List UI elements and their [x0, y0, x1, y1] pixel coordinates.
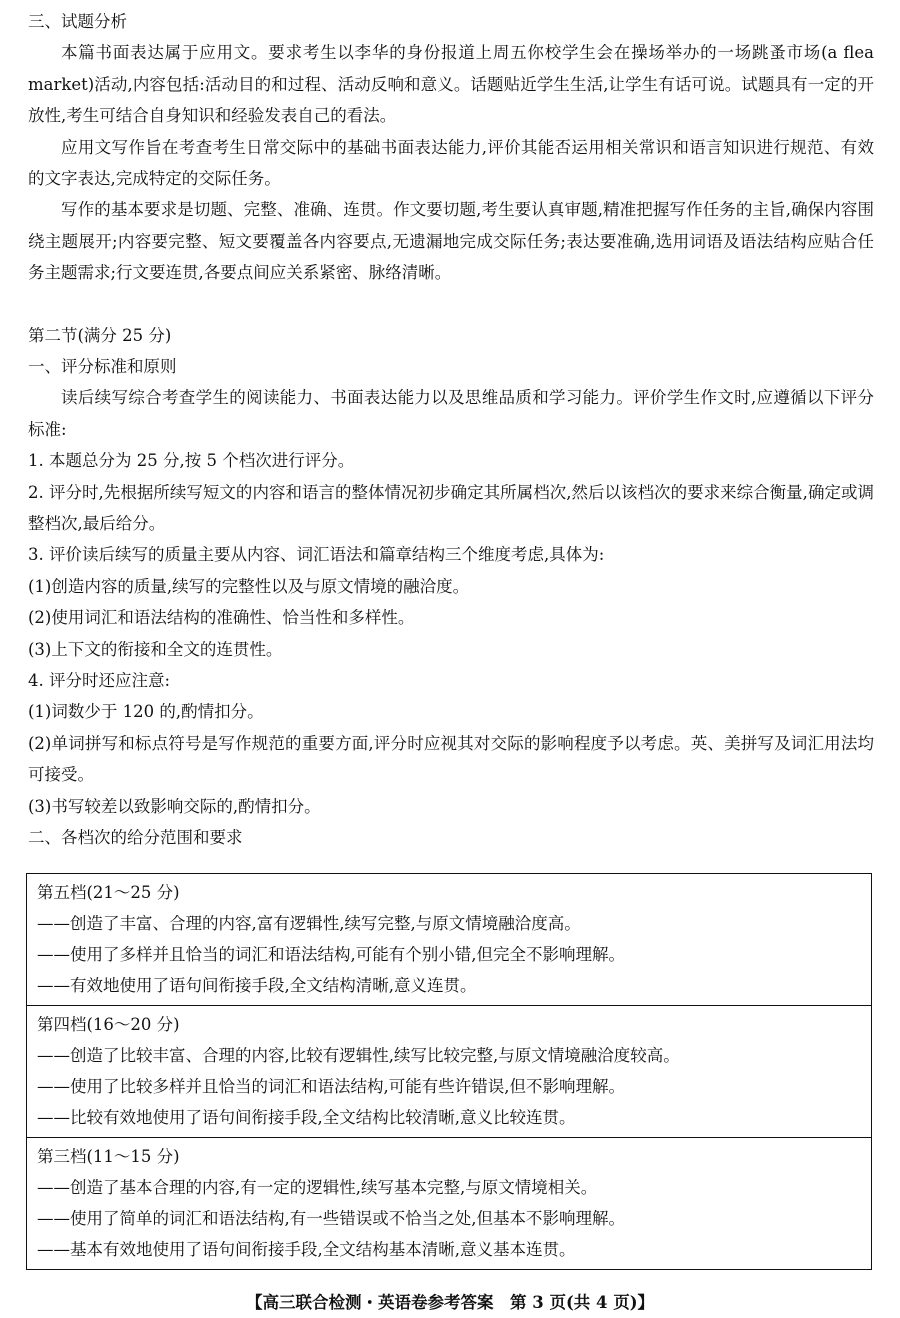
scoring-intro: 读后续写综合考查学生的阅读能力、书面表达能力以及思维品质和学习能力。评价学生作文时,应遵循以下评分标准: [28, 388, 874, 439]
subheading-scoring-principles: 一、评分标准和原则 [28, 357, 177, 377]
rule-item: 2. 评分时,先根据所续写短文的内容和语言的整体情况初步确定其所属档次,然后以该档次的要求来综合衡量,确定或调整档次,最后给分。 [28, 482, 874, 534]
grade-criterion: ——创造了丰富、合理的内容,富有逻辑性,续写完整,与原文情境融洽度高。 [37, 914, 581, 933]
rule-item: (3)上下文的衔接和全文的连贯性。 [28, 639, 283, 659]
grade-title: 第四档(16～20 分) [37, 1015, 180, 1034]
analysis-paragraph-2: 应用文写作旨在考查考生日常交际中的基础书面表达能力,评价其能否运用相关常识和语言知识进行规范、有效的文字表达,完成特定的交际任务。 [28, 137, 874, 189]
grade-criterion: ——比较有效地使用了语句间衔接手段,全文结构比较清晰,意义比较连贯。 [37, 1108, 576, 1127]
rule-item: (2)单词拼写和标点符号是写作规范的重要方面,评分时应视其对交际的影响程度予以考虑。英、美拼写及词汇用法均可接受。 [28, 733, 874, 785]
grade-criterion: ——创造了比较丰富、合理的内容,比较有逻辑性,续写比较完整,与原文情境融洽度较高。 [37, 1046, 680, 1065]
analysis-paragraph-3: 写作的基本要求是切题、完整、准确、连贯。作文要切题,考生要认真审题,精准把握写作任务的主旨,确保内容围绕主题展开;内容要完整、短文要覆盖各内容要点,无遗漏地完成交际任务;表达要准确,选用词语及语法结构应贴合任务主题需求;行文要连贯,各要点间应关系紧密、脉络清晰。 [28, 200, 874, 283]
grade-criterion: ——基本有效地使用了语句间衔接手段,全文结构基本清晰,意义基本连贯。 [37, 1240, 576, 1259]
grade-title: 第三档(11～15 分) [37, 1147, 180, 1166]
grade-criterion: ——使用了多样并且恰当的词汇和语法结构,可能有个别小错,但完全不影响理解。 [37, 945, 625, 964]
rule-item: 4. 评分时还应注意: [28, 671, 171, 691]
grade-title: 第五档(21～25 分) [37, 883, 180, 902]
grade-criterion: ——创造了基本合理的内容,有一定的逻辑性,续写基本完整,与原文情境相关。 [37, 1178, 598, 1197]
grade-criterion: ——使用了比较多样并且恰当的词汇和语法结构,可能有些许错误,但不影响理解。 [37, 1077, 625, 1096]
rule-item: (1)词数少于 120 的,酌情扣分。 [28, 702, 264, 722]
rule-item: (1)创造内容的质量,续写的完整性以及与原文情境的融洽度。 [28, 576, 470, 596]
rule-item: (3)书写较差以致影响交际的,酌情扣分。 [28, 796, 321, 816]
analysis-paragraph-1: 本篇书面表达属于应用文。要求考生以李华的身份报道上周五你校学生会在操场举办的一场跳蚤市场(a flea market)活动,内容包括:活动目的和过程、活动反响和意义。话题贴近学生生活,让学生有话可说。试题具有一定的开放性,考生可结合自身知识和经验发表自己的看法。 [28, 43, 874, 126]
rule-item: 1. 本题总分为 25 分,按 5 个档次进行评分。 [28, 451, 355, 471]
section-heading-part-two: 第二节(满分 25 分) [28, 325, 172, 345]
subheading-grade-levels: 二、各档次的给分范围和要求 [28, 828, 243, 848]
section-heading-analysis: 三、试题分析 [28, 12, 127, 31]
rule-item: 3. 评价读后续写的质量主要从内容、词汇语法和篇章结构三个维度考虑,具体为: [28, 545, 605, 565]
grade-level-4 [27, 1006, 871, 1138]
document-page [28, 6, 874, 854]
rule-item: (2)使用词汇和语法结构的准确性、恰当性和多样性。 [28, 608, 415, 628]
grade-criterion: ——有效地使用了语句间衔接手段,全文结构清晰,意义连贯。 [37, 976, 477, 995]
grade-level-5 [27, 874, 871, 1006]
grade-table [26, 873, 872, 1270]
grade-level-3 [27, 1138, 871, 1269]
section-gap [28, 289, 874, 320]
grade-criterion: ——使用了简单的词汇和语法结构,有一些错误或不恰当之处,但基本不影响理解。 [37, 1209, 625, 1228]
page-footer: 【高三联合检测・英语卷参考答案 第 3 页(共 4 页)】 [245, 1293, 655, 1312]
